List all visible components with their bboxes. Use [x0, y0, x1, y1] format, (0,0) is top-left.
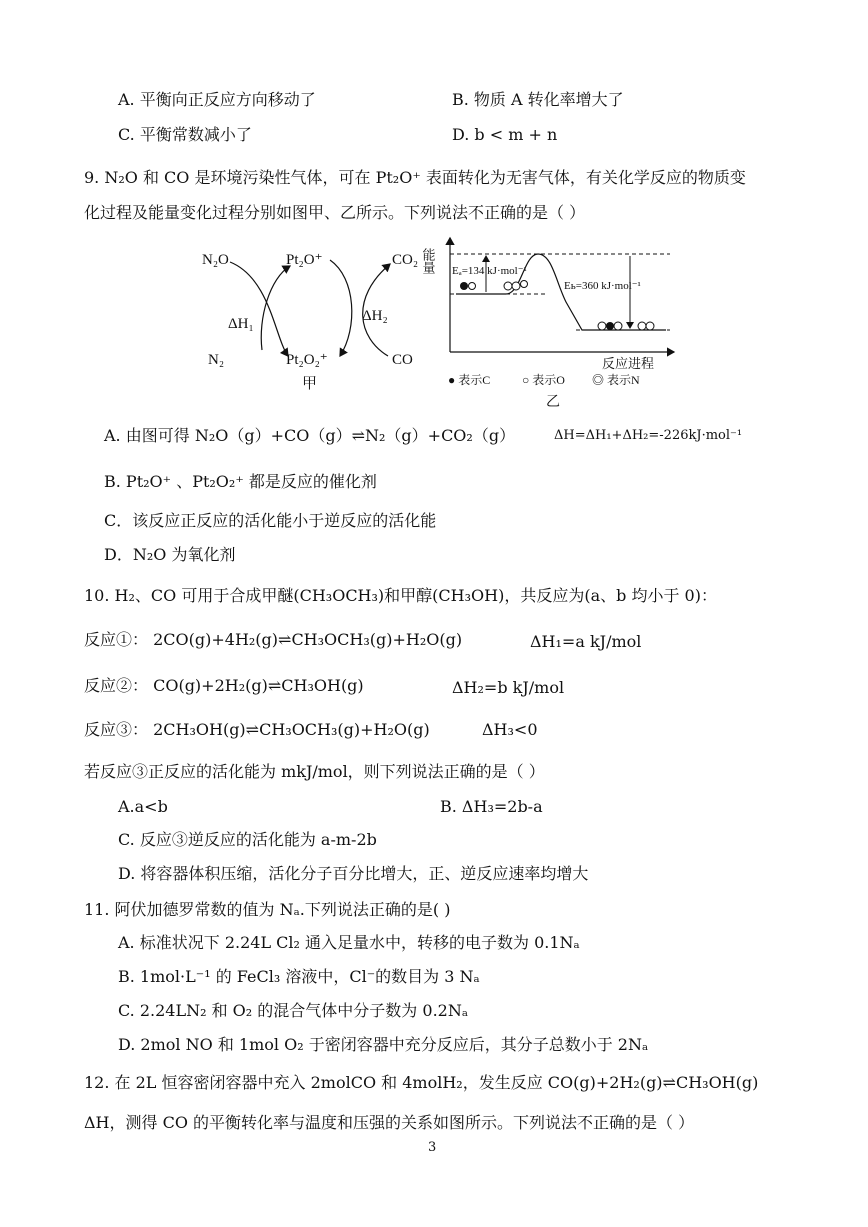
product-c-icon — [606, 322, 614, 330]
q9-option-d: D．N₂O 为氧化剂 — [104, 545, 236, 564]
label-n2: N₂ — [208, 352, 225, 368]
q12-stem-line2: ΔH，测得 CO 的平衡转化率与温度和压强的关系如图所示。下列说法不正确的是（ ） — [84, 1113, 695, 1132]
legend-o: ○ 表示O — [522, 373, 565, 387]
q10-option-b: B. ΔH₃=2b-a — [440, 797, 543, 816]
label-dh2: ΔH₂ — [362, 308, 388, 324]
q9-option-c: C．该反应正反应的活化能小于逆反应的活化能 — [104, 511, 437, 530]
q10-stem: 10. H₂、CO 可用于合成甲醚(CH₃OCH₃)和甲醇(CH₃OH)，共反应为(a、b 均小于 0)： — [84, 586, 717, 605]
label-co2: CO₂ — [392, 252, 419, 268]
q8-option-d: D. b < m + n — [452, 125, 558, 144]
axis-x-label: 反应进程 — [602, 356, 655, 371]
molecule-n-icon — [504, 282, 512, 290]
page-number: 3 — [428, 1140, 437, 1155]
molecule-o-icon-2 — [521, 281, 528, 288]
product-n-icon — [598, 322, 606, 330]
q9-option-b: B. Pt₂O⁺ 、Pt₂O₂⁺ 都是反应的催化剂 — [104, 472, 377, 491]
ea-label: Eₐ=134 kJ·mol⁻¹ — [452, 265, 527, 277]
q11-option-c: C. 2.24LN₂ 和 O₂ 的混合气体中分子数为 0.2Nₐ — [118, 1001, 469, 1020]
arrow-left-up — [261, 266, 290, 350]
q11-stem: 11. 阿伏加德罗常数的值为 Nₐ.下列说法正确的是( ) — [84, 900, 451, 919]
q11-option-a: A. 标准状况下 2.24L Cl₂ 通入足量水中，转移的电子数为 0.1Nₐ — [118, 933, 580, 952]
q10-reaction-2-dh: ΔH₂=b kJ/mol — [452, 678, 565, 697]
q10-option-d: D. 将容器体积压缩，活化分子百分比增大，正、逆反应速率均增大 — [118, 864, 589, 883]
figure-yi — [420, 232, 686, 412]
label-pt2o2-plus: Pt₂O₂⁺ — [286, 352, 328, 368]
label-n2o: N₂O — [202, 252, 229, 268]
q10-reaction-3-dh: ΔH₃<0 — [482, 720, 538, 739]
legend-n: ◎ 表示N — [592, 373, 640, 387]
arrow-right-down — [330, 260, 352, 356]
caption-yi: 乙 — [546, 395, 560, 410]
product-o-icon — [614, 322, 622, 330]
eb-label: Eь=360 kJ·mol⁻¹ — [564, 280, 641, 292]
q10-reaction-3: 反应③： 2CH₃OH(g)⇌CH₃OCH₃(g)+H₂O(g) — [84, 720, 430, 739]
product-n2-icon-2 — [646, 322, 654, 330]
figure-jia — [190, 238, 440, 398]
legend-c: ● 表示C — [448, 373, 491, 387]
q10-reaction-2: 反应②： CO(g)+2H₂(g)⇌CH₃OH(g) — [84, 676, 364, 695]
q10-reaction-1: 反应①： 2CO(g)+4H₂(g)⇌CH₃OCH₃(g)+H₂O(g) — [84, 630, 463, 649]
q12-stem-line1: 12. 在 2L 恒容密闭容器中充入 2molCO 和 4molH₂，发生反应 CO(g)+2H₂(g)⇌CH₃OH(g) — [84, 1073, 759, 1092]
q11-option-b: B. 1mol·L⁻¹ 的 FeCl₃ 溶液中，Cl⁻的数目为 3 Nₐ — [118, 967, 480, 986]
q11-option-d: D. 2mol NO 和 1mol O₂ 于密闭容器中充分反应后，其分子总数小于 2Nₐ — [118, 1035, 649, 1054]
q8-option-a: A. 平衡向正反应方向移动了 — [118, 90, 316, 109]
q9-option-a-dh: ΔH=ΔH₁+ΔH₂=-226kJ·mol⁻¹ — [554, 428, 743, 443]
caption-jia: 甲 — [302, 376, 318, 392]
q10-option-c: C. 反应③逆反应的活化能为 a-m-2b — [118, 830, 377, 849]
q8-option-c: C. 平衡常数减小了 — [118, 125, 252, 144]
axis-y-label: 能量 — [420, 248, 436, 274]
q10-option-a: A.a<b — [118, 797, 168, 816]
label-dh1: ΔH₁ — [228, 316, 254, 332]
q9-option-a: A. 由图可得 N₂O（g）+CO（g）⇌N₂（g）+CO₂（g） — [104, 426, 516, 445]
product-n2-icon — [638, 322, 646, 330]
molecule-c-icon — [460, 282, 468, 290]
q10-question: 若反应③正反应的活化能为 mkJ/mol，则下列说法正确的是（ ） — [84, 762, 545, 781]
label-pt2o-plus: Pt₂O⁺ — [286, 252, 323, 268]
molecule-n-icon-2 — [512, 282, 520, 290]
q9-stem-line1: 9. N₂O 和 CO 是环境污染性气体，可在 Pt₂O⁺ 表面转化为无害气体，有关化学反应的物质变 — [84, 168, 746, 187]
q9-stem-line2: 化过程及能量变化过程分别如图甲、乙所示。下列说法不正确的是（ ） — [84, 203, 586, 222]
q8-option-b: B. 物质 A 转化率增大了 — [452, 90, 624, 109]
q10-reaction-1-dh: ΔH₁=a kJ/mol — [530, 632, 642, 651]
molecule-o-icon — [469, 283, 476, 290]
label-co: CO — [392, 352, 413, 368]
